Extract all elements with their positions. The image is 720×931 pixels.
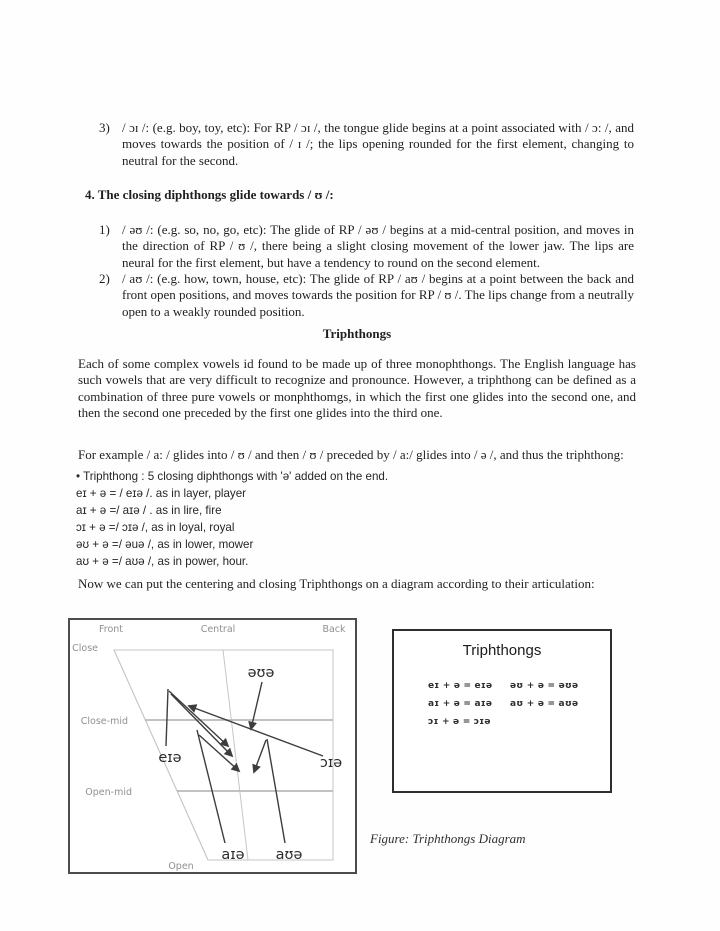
axis-label-open-mid: Open-mid <box>85 787 132 798</box>
list-item-2 <box>99 271 634 320</box>
axis-label-close: Close <box>72 643 98 654</box>
axis-label-open: Open <box>168 861 194 872</box>
list-item-3-text: / ɔɪ /: (e.g. boy, toy, etc): For RP / ɔɪ /, the tongue glide begins at a point associated with / ɔ: /, and moves towards the position of / ɪ /; the lips opening rounded for the first element, changing to neutral for the second. <box>122 120 634 168</box>
formula-schwa-u: əʊ + ə = əʊə <box>510 681 579 691</box>
triphthong-list-oia: ɔɪ + ə =/ ɔɪə /, as in loyal, royal <box>76 521 235 534</box>
paragraph-example: For example / a: / glides into / ʊ / and then / ʊ / preceded by / a:/ glides into / ə /, and thus the triphthong: <box>78 447 624 462</box>
aia-rise-line <box>197 730 225 843</box>
vowel-label-schwa-u-schwa: əʊə <box>247 665 275 681</box>
central-divider-line <box>223 650 248 860</box>
axis-label-close-mid: Close-mid <box>80 716 128 727</box>
triphthong-list-aua: aʊ + ə =/ aʊə /, as in power, hour. <box>76 555 249 568</box>
axis-label-back: Back <box>322 624 346 635</box>
list-item-2-text: / aʊ /: (e.g. how, town, house, etc): The glide of RP / aʊ / begins at a point between the back and front open positions, and moves towards the position for RP / ʊ /. The lips change from a neutrally open to a weakly rounded position. <box>122 271 634 319</box>
figure-caption: Figure: Triphthongs Diagram <box>370 831 526 846</box>
triphthong-list-aia: aɪ + ə =/ aɪə / . as in lire, fire <box>76 504 222 517</box>
aia-glide-arrow <box>199 735 239 771</box>
formula-oia: ɔɪ + ə = ɔɪə <box>428 717 491 727</box>
vowel-label-eia: eɪə <box>158 750 182 766</box>
triphthongs-heading: Triphthongs <box>322 326 392 341</box>
list-item-3-number: 3) <box>99 120 110 135</box>
triphthong-list-eia: eɪ + ə = / eɪə /. as in layer, player <box>76 487 247 500</box>
aua-glide-arrow <box>254 740 266 772</box>
vowel-diagram-svg <box>70 620 355 872</box>
triphthong-list-bullet: • Triphthong : 5 closing diphthongs with 'ə' added on the end. <box>76 470 389 483</box>
vowel-label-aia: aɪə <box>221 847 245 863</box>
formula-eia: eɪ + ə = eɪə <box>428 681 493 691</box>
section-4-heading: 4. The closing diphthongs glide towards / ʊ /: <box>85 187 334 202</box>
list-item-1 <box>99 222 634 271</box>
list-item-2-number: 2) <box>99 271 110 286</box>
axis-label-front: Front <box>98 624 124 635</box>
axis-label-central: Central <box>200 624 236 635</box>
list-item-1-number: 1) <box>99 222 110 237</box>
eia-stem-line <box>166 689 168 746</box>
vowel-trapezoid <box>114 650 333 860</box>
formula-aua: aʊ + ə = aʊə <box>510 699 579 709</box>
triphthongs-box-left-column <box>428 677 492 731</box>
schwa-u-glide-arrow <box>251 682 262 729</box>
formula-aia: aɪ + ə = aɪə <box>428 699 493 709</box>
vowel-diagram <box>68 618 357 874</box>
paragraph-diagram-intro: Now we can put the centering and closing Triphthongs on a diagram according to their articulation: <box>78 576 595 591</box>
vowel-label-aua: aʊə <box>275 847 303 863</box>
paragraph-definition: Each of some complex vowels id found to be made up of three monophthongs. The English language has such vowels that are very difficult to recognize and pronounce. However, a triphthong can be defined as a combination of three pure vowels or monphthomgs, in which the first one glides into the second one, and then the second one preceded by the first one glides into the third one. <box>78 356 636 421</box>
oia-glide-arrow <box>189 706 323 756</box>
triphthongs-box-title: Triphthongs <box>462 642 542 659</box>
triphthongs-box-right-column <box>510 677 578 713</box>
triphthong-list-schwa: əʊ + ə =/ əuə /, as in lower, mower <box>76 538 254 551</box>
vowel-label-oia: ɔɪə <box>319 755 343 771</box>
triphthongs-summary-box <box>392 629 612 793</box>
list-item-1-text: / əʊ /: (e.g. so, no, go, etc): The glide of RP / əʊ / begins at a mid-central position, and moves in the direction of RP / ʊ /, there being a slight closing movement of the lower jaw. The lips are neural for the first element, but have a tendency to round on the second element. <box>122 222 634 270</box>
list-item-3 <box>99 120 634 169</box>
